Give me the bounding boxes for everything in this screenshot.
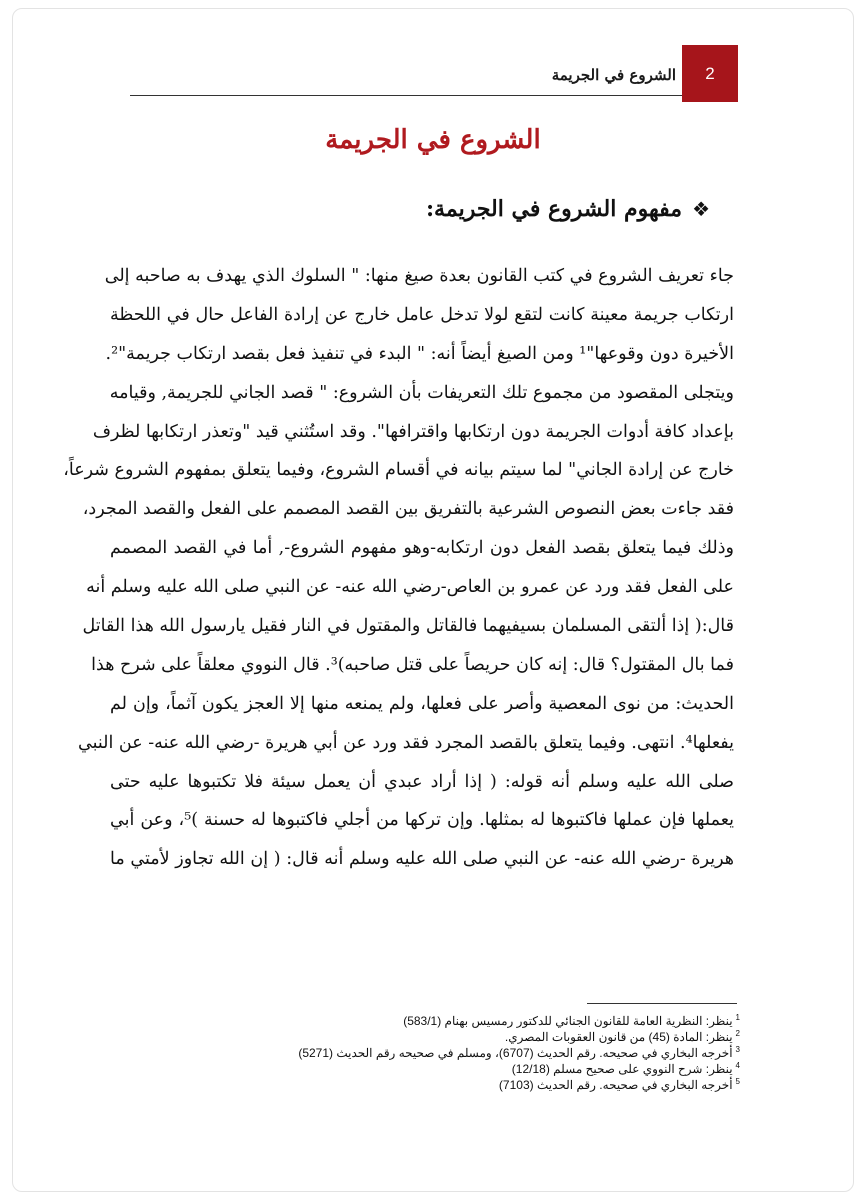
page-number: 2 <box>705 63 715 83</box>
footnote <box>250 1042 740 1058</box>
body-line: قال:( إذا ألتقى المسلمان بسيفيهما فالقاتل والمقتول في النار فقيل يارسول الله هذا القاتل <box>82 616 734 637</box>
section-heading-text: مفهوم الشروع في الجريمة: <box>425 196 683 222</box>
header-divider <box>130 95 682 96</box>
body-line: فقد جاءت بعض النصوص الشرعية بالتفريق بين القصد المصمم على الفعل والقصد المجرد، <box>82 499 734 520</box>
footnote-text: ينظر: النظرية العامة للقانون الجنائي للدكتور رمسيس بهنام (583/1) <box>403 1014 733 1028</box>
body-line: فما بال المقتول؟ قال: إنه كان حريصاً على قتل صاحبه)³. قال النووي معلقاً على شرح هذا <box>91 654 734 675</box>
footnote-divider <box>587 1003 737 1004</box>
footnote-text: ينظر: شرح النووي على صحيح مسلم (12/18) <box>511 1062 733 1076</box>
body-line: بإعداد كافة أدوات الجريمة دون ارتكابها واقترافها". وقد استُثني قيد "وتعذر ارتكابها لظرف <box>92 421 734 442</box>
body-line: الحديث: من نوى المعصية وأصر على فعلها، ولم يمنعه منها إلا العجز يكون آثماً، وإن لم <box>110 693 734 714</box>
body-line: ارتكاب جريمة معينة كانت لتقع لولا تدخل عامل خارج عن إرادة الفاعل حال في اللحظة <box>110 304 734 325</box>
footnote-number: 4 <box>735 1061 740 1070</box>
body-line: الأخيرة دون وقوعها"¹ ومن الصيغ أيضاً أنه: " البدء في تنفيذ فعل بقصد ارتكاب جريمة"². <box>105 343 734 364</box>
diamond-bullet-icon: ❖ <box>692 197 710 221</box>
footnotes <box>250 1010 740 1090</box>
body-line: وذلك فيما يتعلق بقصد الفعل دون ارتكابه-وهو مفهوم الشروع-, أما في القصد المصمم <box>110 538 734 559</box>
footnote-text: أخرجه البخاري في صحيحه. رقم الحديث (6707)، ومسلم في صحيحه رقم الحديث (5271) <box>298 1046 733 1060</box>
footnote <box>250 1058 740 1074</box>
footnote-number: 3 <box>735 1045 740 1054</box>
page-title: الشروع في الجريمة <box>325 125 541 155</box>
body-line: خارج عن إرادة الجاني" لما سيتم بيانه في أقسام الشروع، وفيما يتعلق بمفهوم الشروع شرعاً، <box>63 460 734 481</box>
body-line: هريرة -رضي الله عنه- عن النبي صلى الله عليه وسلم أنه قال: ( إن الله تجاوز لأمتي ما <box>110 849 734 870</box>
footnote-number: 5 <box>735 1077 740 1086</box>
body-paragraph <box>63 257 735 879</box>
footnote-number: 1 <box>735 1013 740 1022</box>
footnote-text: أخرجه البخاري في صحيحه. رقم الحديث (7103) <box>498 1078 733 1092</box>
page-number-badge <box>682 45 738 102</box>
body-line: صلى الله عليه وسلم أنه قوله: ( إذا أراد عبدي أن يعمل سيئة فلا تكتبوها عليه حتى <box>110 771 734 792</box>
body-line: ويتجلى المقصود من مجموع تلك التعريفات بأن الشروع: " قصد الجاني للجريمة, وقيامه <box>109 382 734 403</box>
body-line: يفعلها⁴. انتهى. وفيما يتعلق بالقصد المجرد فقد ورد عن أبي هريرة -رضي الله عنه- عن النبي <box>77 732 734 753</box>
footnote <box>250 1010 740 1026</box>
footnote <box>250 1026 740 1042</box>
body-line: جاء تعريف الشروع في كتب القانون بعدة صيغ منها: " السلوك الذي يهدف به صاحبه إلى <box>104 266 734 286</box>
footnote <box>250 1074 740 1090</box>
running-title: الشروع في الجريمة <box>551 66 676 84</box>
section-heading <box>300 196 710 222</box>
footnote-text: ينظر: المادة (45) من قانون العقوبات المصري. <box>504 1030 733 1044</box>
body-line: على الفعل فقد ورد عن عمرو بن العاص-رضي الله عنه- عن النبي صلى الله عليه وسلم أنه <box>86 577 734 598</box>
body-line: يعملها فإن عملها فاكتبوها له بمثلها. وإن تركها من أجلي فاكتبوها له حسنة )⁵، وعن أبي <box>110 810 735 831</box>
footnote-number: 2 <box>735 1029 740 1038</box>
